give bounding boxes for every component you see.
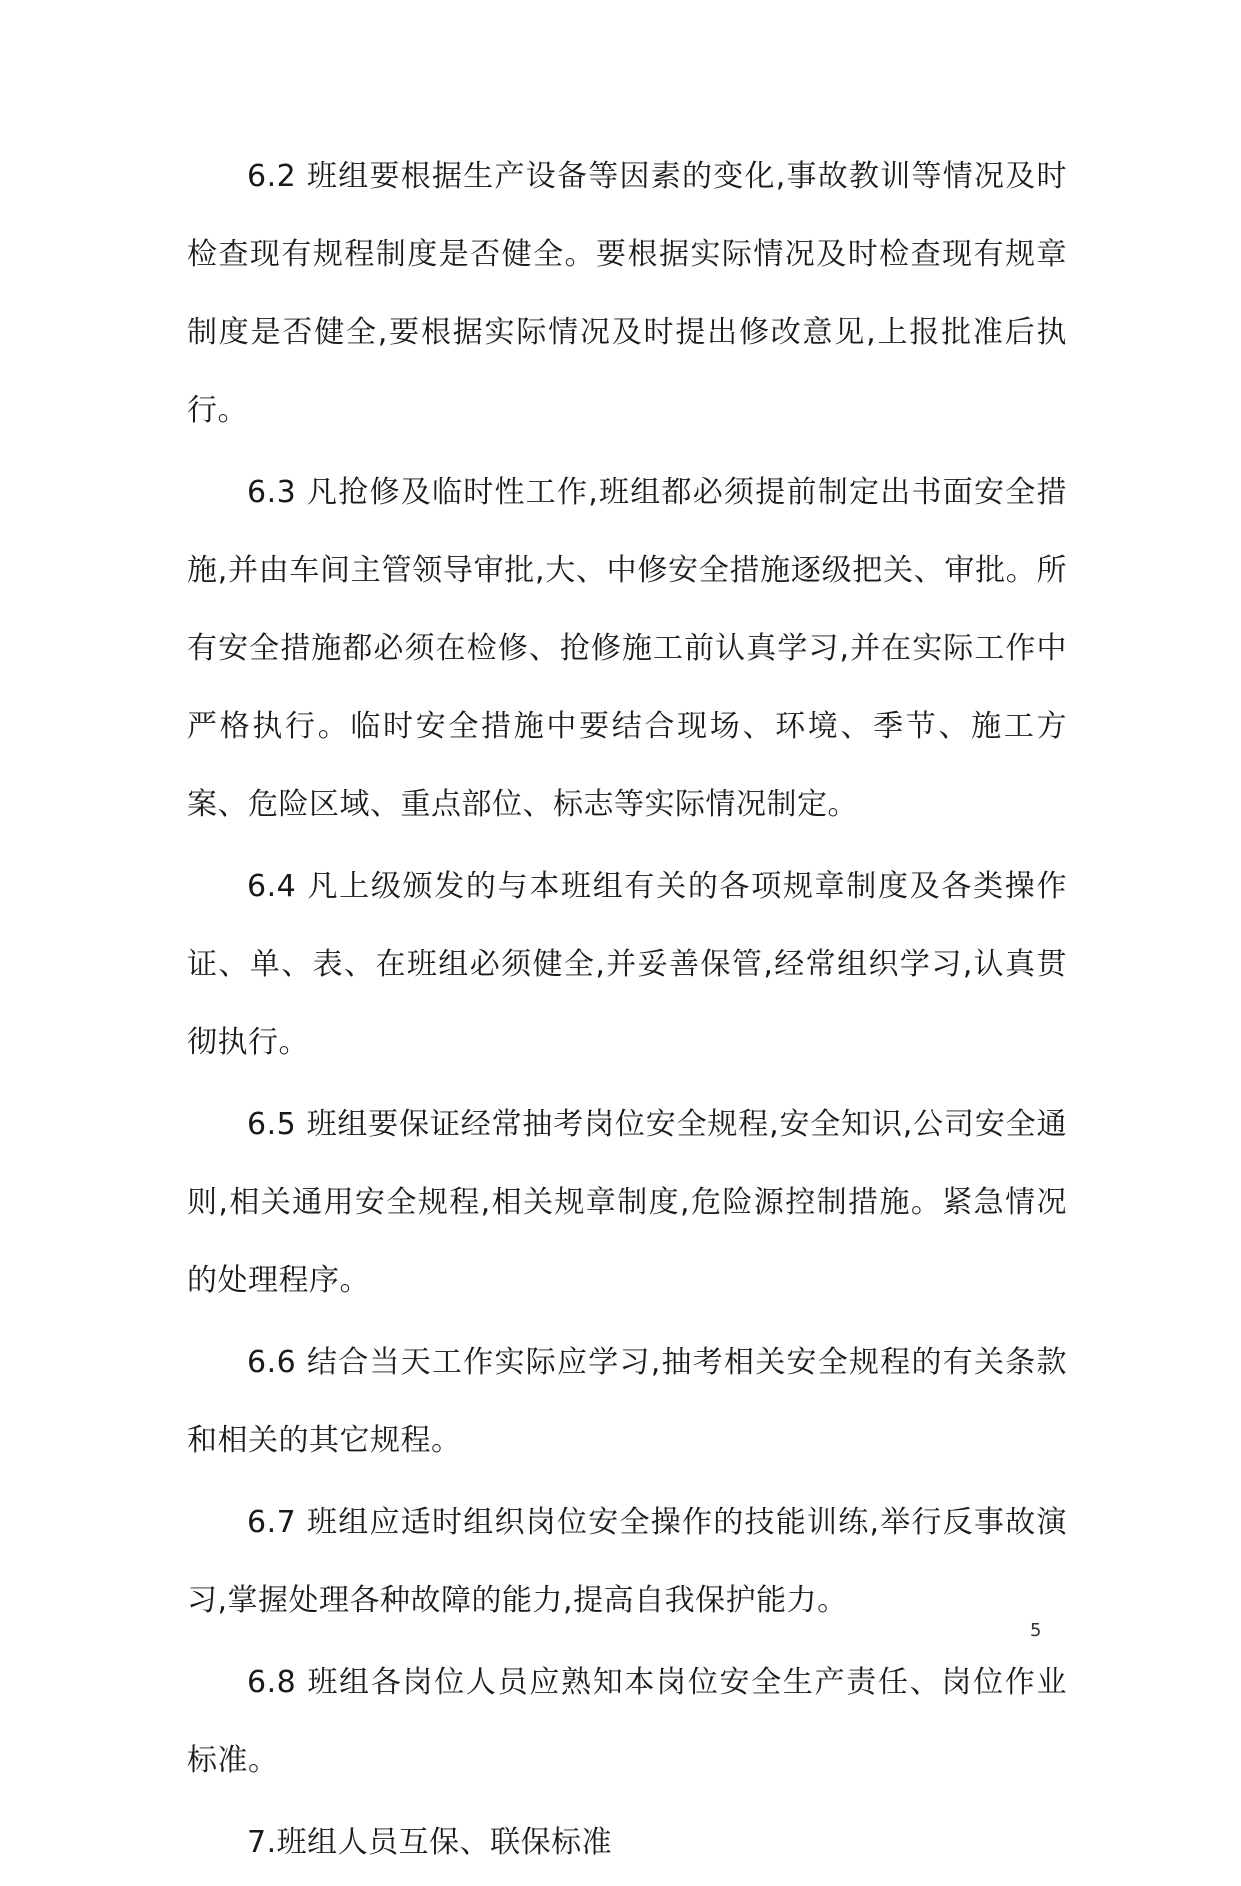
page-number: 5 [1030, 1620, 1042, 1641]
paragraph-6-3: 6.3 凡抢修及临时性工作,班组都必须提前制定出书面安全措施,并由车间主管领导审批,大、中修安全措施逐级把关、审批。所有安全措施都必须在检修、抢修施工前认真学习,并在实际工作中严格执行。临时安全措施中要结合现场、环境、季节、施工方案、危险区域、重点部位、标志等实际情况制定。 [187, 475, 1067, 822]
paragraph-6-6: 6.6 结合当天工作实际应学习,抽考相关安全规程的有关条款和相关的其它规程。 [187, 1345, 1067, 1458]
section-heading-7: 7.班组人员互保、联保标准 [247, 1825, 613, 1860]
paragraph-6-8: 6.8 班组各岗位人员应熟知本岗位安全生产责任、岗位作业标准。 [187, 1665, 1067, 1778]
document-body [187, 138, 1067, 1886]
paragraph-6-4: 6.4 凡上级颁发的与本班组有关的各项规章制度及各类操作证、单、表、在班组必须健全,并妥善保管,经常组织学习,认真贯彻执行。 [187, 869, 1067, 1060]
paragraph-6-7: 6.7 班组应适时组织岗位安全操作的技能训练,举行反事故演习,掌握处理各种故障的能力,提高自我保护能力。 [187, 1505, 1067, 1618]
paragraph-6-2: 6.2 班组要根据生产设备等因素的变化,事故教训等情况及时检查现有规程制度是否健全。要根据实际情况及时检查现有规章制度是否健全,要根据实际情况及时提出修改意见,上报批准后执行。 [187, 159, 1067, 428]
paragraph-6-5: 6.5 班组要保证经常抽考岗位安全规程,安全知识,公司安全通则,相关通用安全规程,相关规章制度,危险源控制措施。紧急情况的处理程序。 [187, 1107, 1067, 1298]
